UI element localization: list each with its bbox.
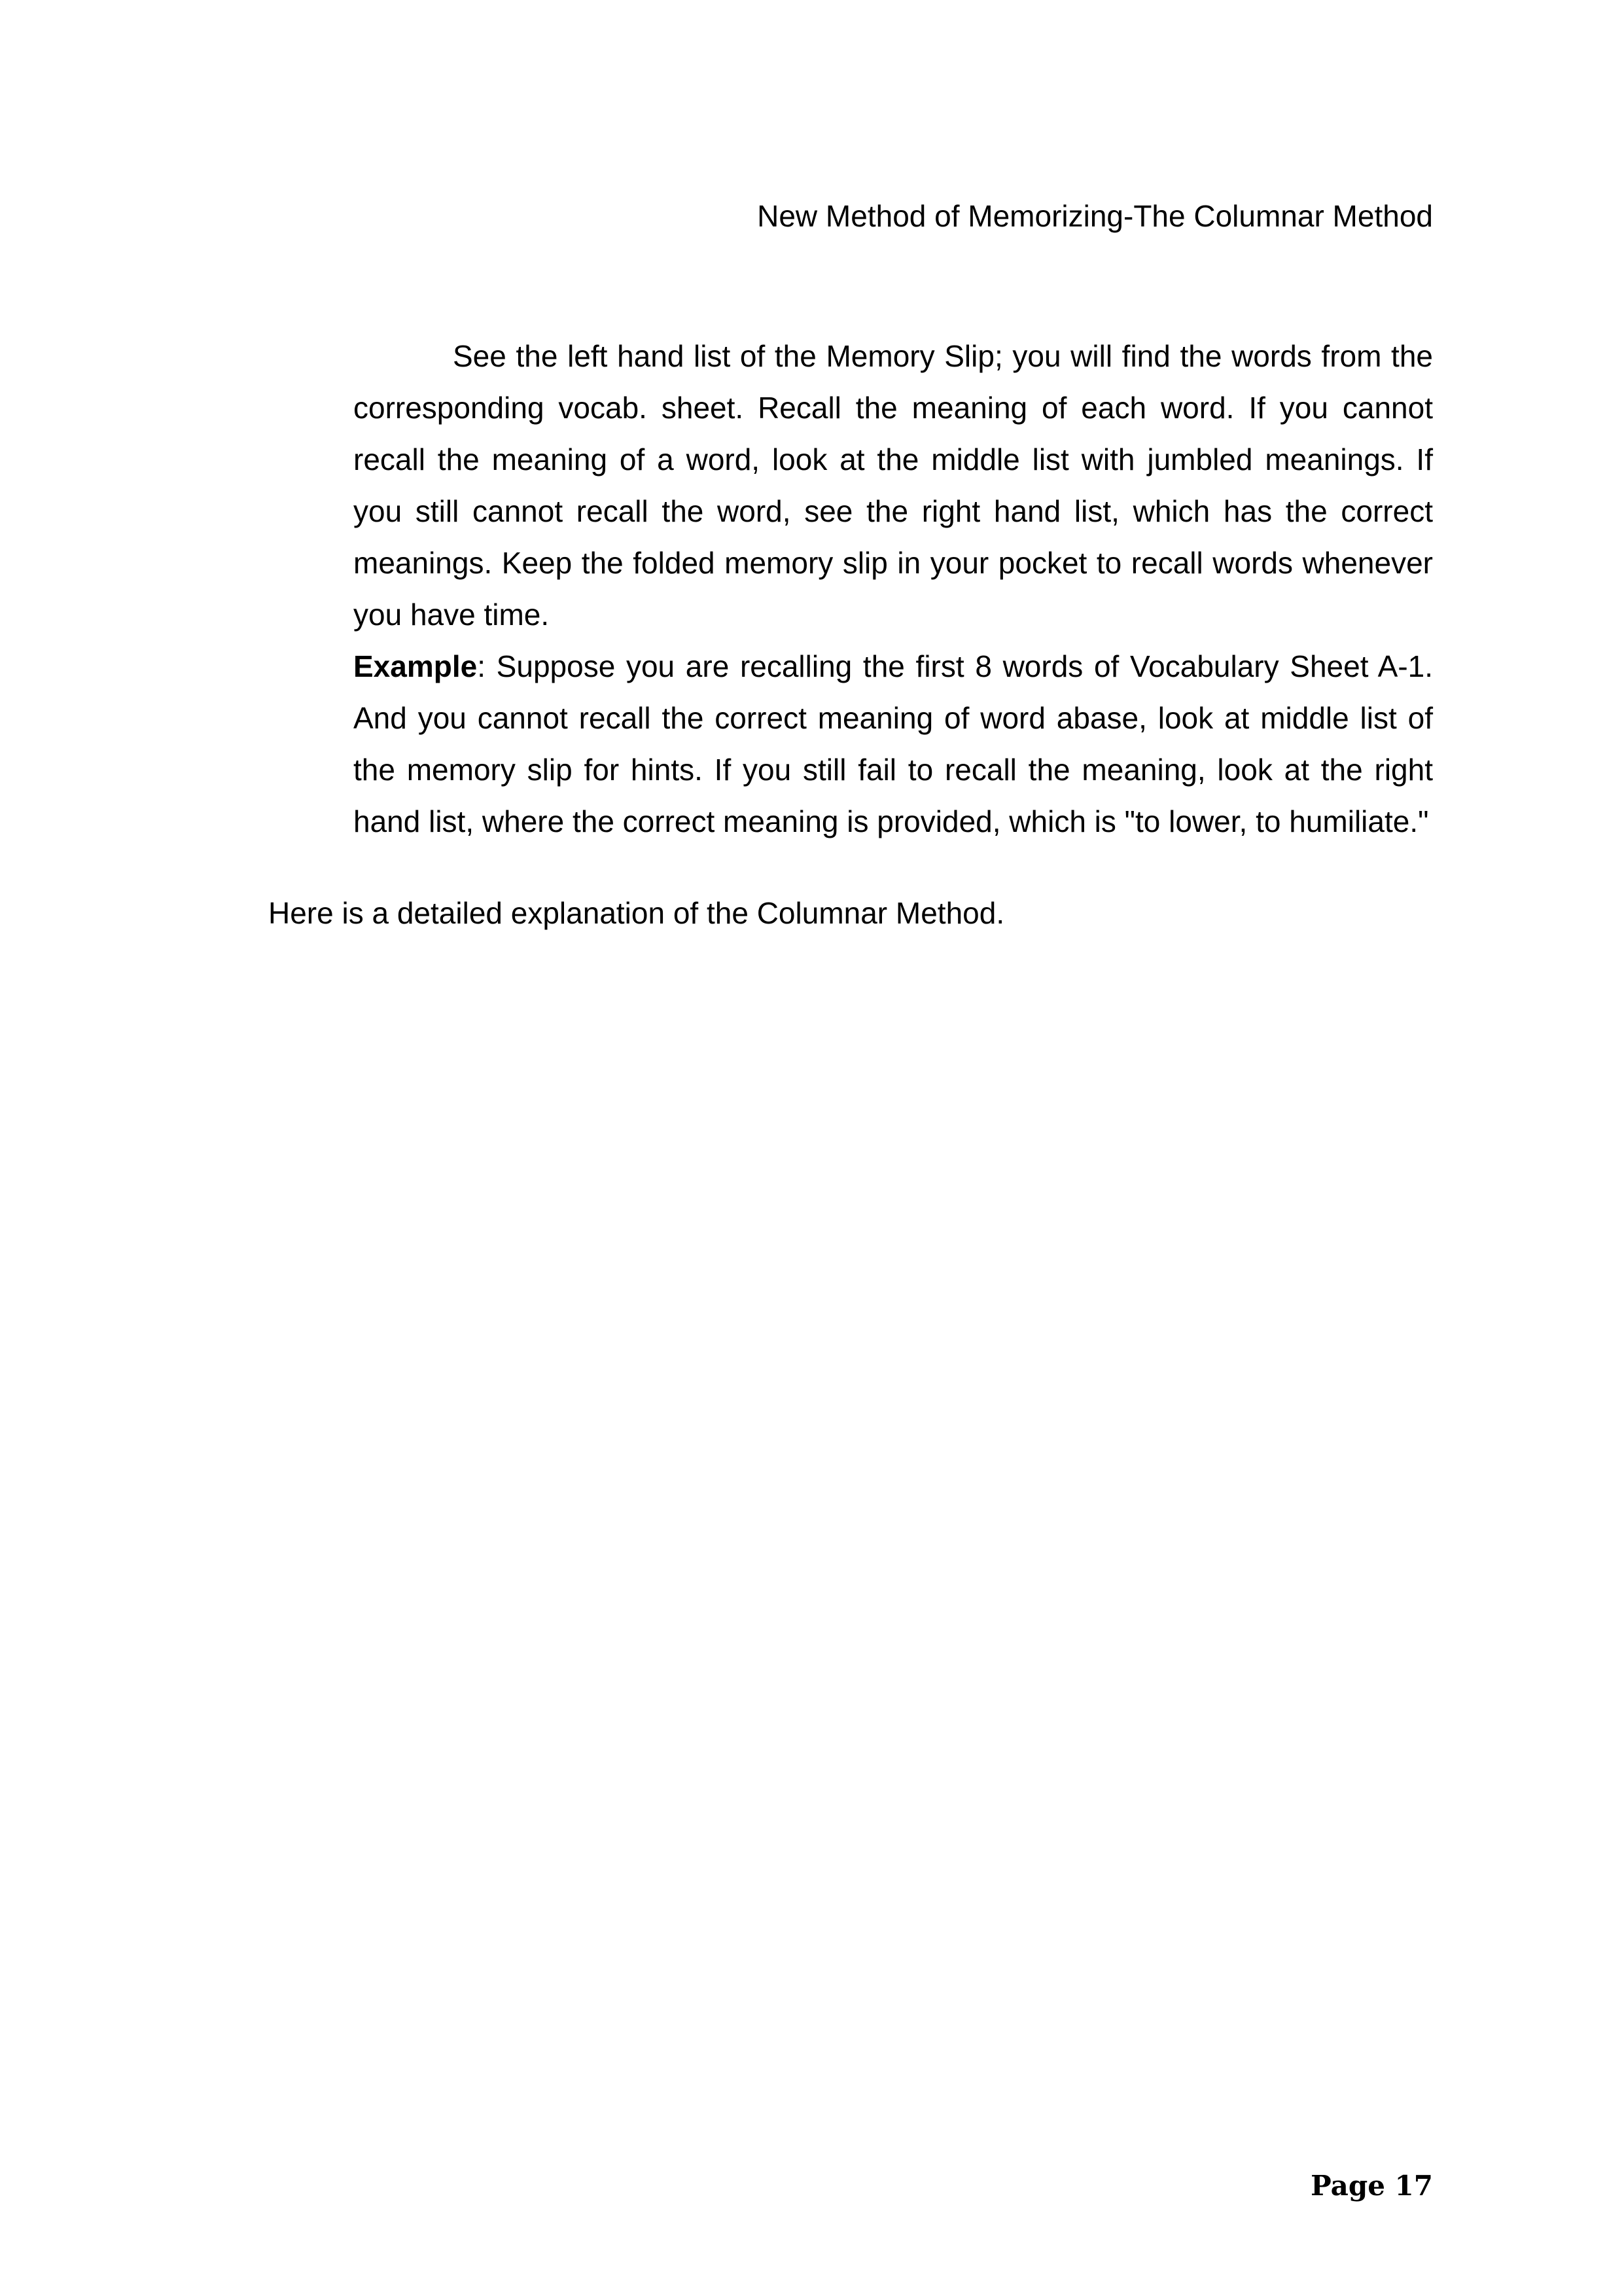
page-number: Page 17 <box>1311 2170 1433 2202</box>
body-text-block <box>353 331 1433 848</box>
example-paragraph <box>353 641 1433 848</box>
example-text: : Suppose you are recalling the first 8 words of Vocabulary Sheet A-1. And you cannot recall the correct meaning of word abase, look at middle list of the memory slip for hints. If you still fail to recall the meaning, look at the right hand list, where the correct meaning is provided, which is "to lower, to humiliate." <box>353 649 1433 838</box>
running-header-title: New Method of Memorizing-The Columnar Method <box>757 199 1433 233</box>
outro-sentence: Here is a detailed explanation of the Columnar Method. <box>268 896 1005 930</box>
example-label: Example <box>353 649 478 683</box>
instruction-paragraph: See the left hand list of the Memory Slip; you will find the words from the corresponding vocab. sheet. Recall the meaning of each word. If you cannot recall the meaning of a word, look at the middle list with jumbled meanings. If you still cannot recall the word, see the right hand list, which has the correct meanings. Keep the folded memory slip in your pocket to recall words whenever you have time. <box>353 339 1433 632</box>
